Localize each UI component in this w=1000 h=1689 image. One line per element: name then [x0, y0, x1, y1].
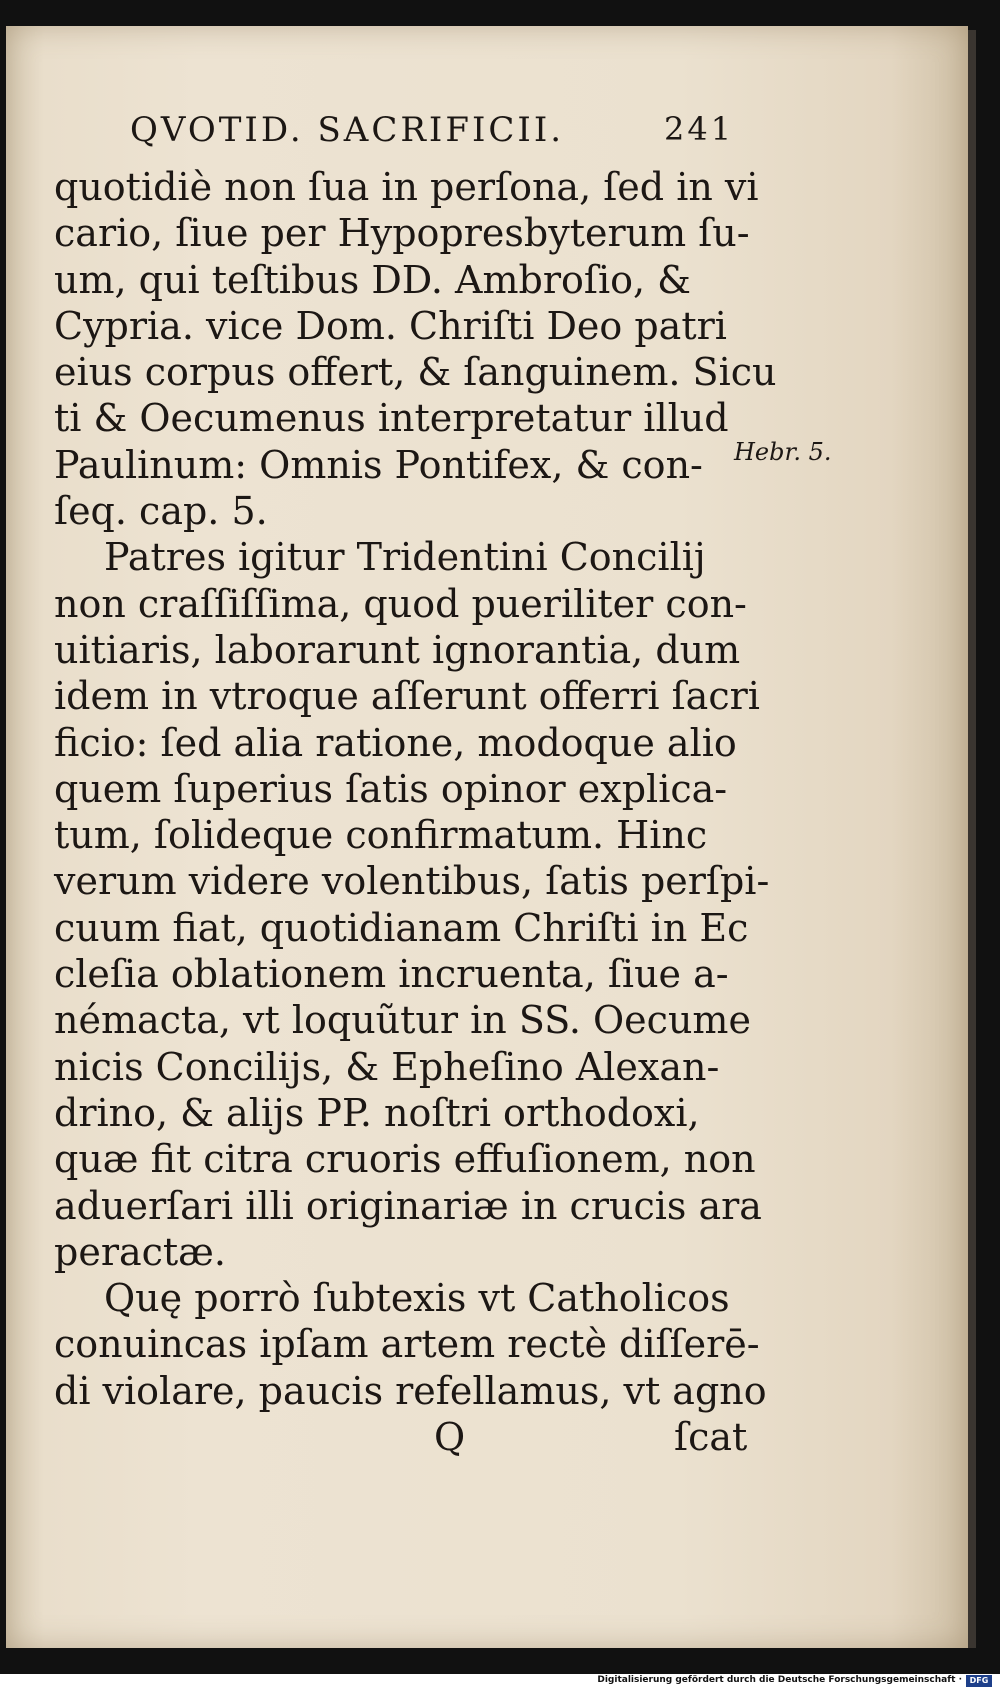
text-line: quem ſuperius ſatis opinor explica-	[54, 766, 728, 811]
text-line: quæ fit citra cruoris effuſionem, non	[54, 1137, 756, 1182]
text-column	[54, 110, 777, 1460]
funding-credit: Digitalisierung gefördert durch die Deutsche Forschungsgemeinschaft ·	[597, 1675, 962, 1685]
dfg-logo-icon: DFG	[966, 1675, 992, 1687]
text-line: cuum fiat, quotidianam Chriſti in Ec	[54, 905, 749, 950]
text-line: verum videre volentibus, ſatis perſpi-	[54, 859, 770, 904]
page-edge-shadow	[968, 30, 976, 1648]
text-line: aduerſari illi originariæ in crucis ara	[54, 1183, 762, 1228]
catchword-row	[54, 1414, 748, 1460]
footer-bar	[0, 1674, 1000, 1689]
text-line: peractæ.	[54, 1229, 226, 1274]
paragraph-start-line: Quę porrò ſubtexis vt Catholicos	[104, 1276, 730, 1321]
text-line: conuincas ipſam artem rectè diſſerē-	[54, 1322, 760, 1367]
marginal-note: Hebr. 5.	[734, 438, 832, 466]
text-line: ficio: ſed alia ratione, modoque alio	[54, 720, 737, 765]
running-title: QVOTID. SACRIFICII.	[130, 110, 565, 150]
catchword: ſcat	[674, 1415, 748, 1460]
book-page	[6, 26, 968, 1648]
text-line: idem in vtroque aſſerunt offerri ſacri	[54, 674, 760, 719]
text-line: ſeq. cap. 5.	[54, 489, 268, 534]
text-line: uitiaris, laborarunt ignorantia, dum	[54, 627, 741, 672]
text-line: drino, & alijs PP. noſtri orthodoxi,	[54, 1090, 700, 1135]
page-header	[54, 110, 734, 164]
page-number: 241	[664, 110, 735, 148]
paragraph-start-line: Patres igitur Tridentini Concilij	[104, 535, 706, 580]
text-line: Paulinum: Omnis Pontifex, & con-	[54, 442, 703, 487]
text-line: cario, ſiue per Hypopresbyterum ſu-	[54, 211, 750, 256]
text-line: quotidiè non ſua in perſona, ſed in vi	[54, 165, 759, 209]
text-line: non craſſiſſima, quod pueriliter con-	[54, 581, 747, 626]
text-line: di violare, paucis refellamus, vt agno	[54, 1368, 767, 1413]
text-line: um, qui teſtibus DD. Ambroſio, &	[54, 257, 691, 302]
text-line: némacta, vt loquũtur in SS. Oecume	[54, 998, 751, 1043]
text-line: nicis Concilijs, & Epheſino Alexan-	[54, 1044, 720, 1089]
text-line: Cypria. vice Dom. Chriſti Deo patri	[54, 303, 727, 348]
text-line: tum, ſolideque confirmatum. Hinc	[54, 813, 708, 858]
text-line: ti & Oecumenus interpretatur illud	[54, 396, 729, 441]
text-line: cleſia oblationem incruenta, ſiue a-	[54, 952, 729, 997]
signature-mark: Q	[434, 1415, 466, 1460]
text-line: eius corpus offert, & ſanguinem. Sicu	[54, 350, 777, 395]
